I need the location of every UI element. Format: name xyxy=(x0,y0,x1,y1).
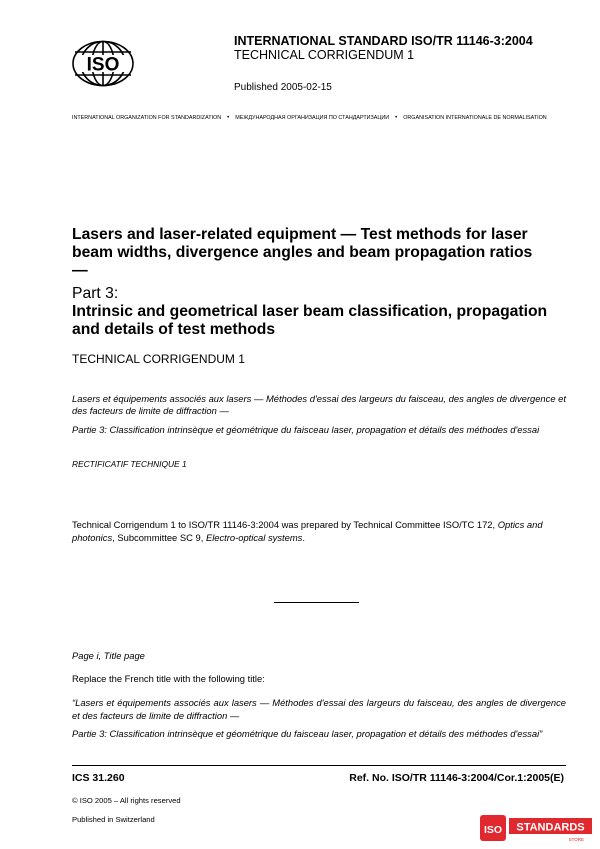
org-separator: • xyxy=(395,115,398,121)
standards-store-badge[interactable] xyxy=(480,812,594,845)
intro-italic-a: Optics and photonics xyxy=(72,519,543,543)
reference-number: Ref. No. ISO/TR 11146-3:2004/Cor.1:2005(E) xyxy=(349,772,564,784)
badge-sub: STORE xyxy=(568,837,584,842)
quoted-french-part: Partie 3: Classification intrinsèque et géométrique du faisceau laser, propagation et détails des méthodes d'essai” xyxy=(72,728,543,739)
corrigendum-label: TECHNICAL CORRIGENDUM 1 xyxy=(72,352,245,366)
intro-text-b: , Subcommittee SC 9, xyxy=(112,532,206,543)
french-title: Lasers et équipements associés aux lasers — Méthodes d'essai des largeurs du faisceau, des angles de divergence et des facteurs de limite de diffraction — xyxy=(72,393,566,416)
org-name-en: INTERNATIONAL ORGANIZATION FOR STANDARDIZATION xyxy=(72,115,222,121)
intro-text-a: Technical Corrigendum 1 to ISO/TR 11146-3:2004 was prepared by Technical Committee ISO/TC 172, xyxy=(72,519,498,530)
intro-text-c: . xyxy=(302,532,305,543)
copyright-notice: © ISO 2005 – All rights reserved xyxy=(72,796,181,805)
published-in: Published in Switzerland xyxy=(72,815,155,824)
iso-logo xyxy=(69,38,137,89)
badge-iso-text: ISO xyxy=(483,824,503,836)
quoted-french-title: “Lasers et équipements associés aux lasers — Méthodes d'essai des largeurs du faisceau, des angles de divergence et des facteurs de limite de diffraction — xyxy=(72,697,566,721)
part-subtitle: Intrinsic and geometrical laser beam classification, propagation and details of test methods xyxy=(72,303,548,338)
org-name-ru: МЕЖДУНАРОДНАЯ ОРГАНИЗАЦИЯ ПО СТАНДАРТИЗАЦИИ xyxy=(235,115,390,121)
org-separator: • xyxy=(227,115,230,121)
iso-logo-text: ISO xyxy=(86,54,120,76)
replace-instruction: Replace the French title with the following title: xyxy=(72,673,265,684)
section-divider xyxy=(274,602,359,603)
corrigendum-heading: TECHNICAL CORRIGENDUM 1 xyxy=(234,48,415,62)
intro-italic-b: Electro-optical systems xyxy=(205,532,303,543)
badge-label: STANDARDS xyxy=(516,821,585,834)
ics-code: ICS 31.260 xyxy=(72,772,125,784)
org-name-fr: ORGANISATION INTERNATIONALE DE NORMALISATION xyxy=(403,115,547,121)
document-title: Lasers and laser-related equipment — Test methods for laser beam widths, divergence angles and beam propagation ratios — xyxy=(72,226,533,279)
standard-number: INTERNATIONAL STANDARD ISO/TR 11146-3:2004 xyxy=(234,34,533,48)
page-reference: Page i, Title page xyxy=(72,650,145,661)
french-rectificatif: RECTIFICATIF TECHNIQUE 1 xyxy=(72,459,187,469)
french-part-title: Partie 3: Classification intrinsèque et géométrique du faisceau laser, propagation et détails des méthodes d'essai xyxy=(72,424,540,435)
intro-paragraph xyxy=(72,518,566,544)
part-label: Part 3: xyxy=(72,285,119,302)
publication-date: Published 2005-02-15 xyxy=(234,82,332,93)
organization-names xyxy=(72,115,564,121)
footer-rule xyxy=(72,765,566,766)
